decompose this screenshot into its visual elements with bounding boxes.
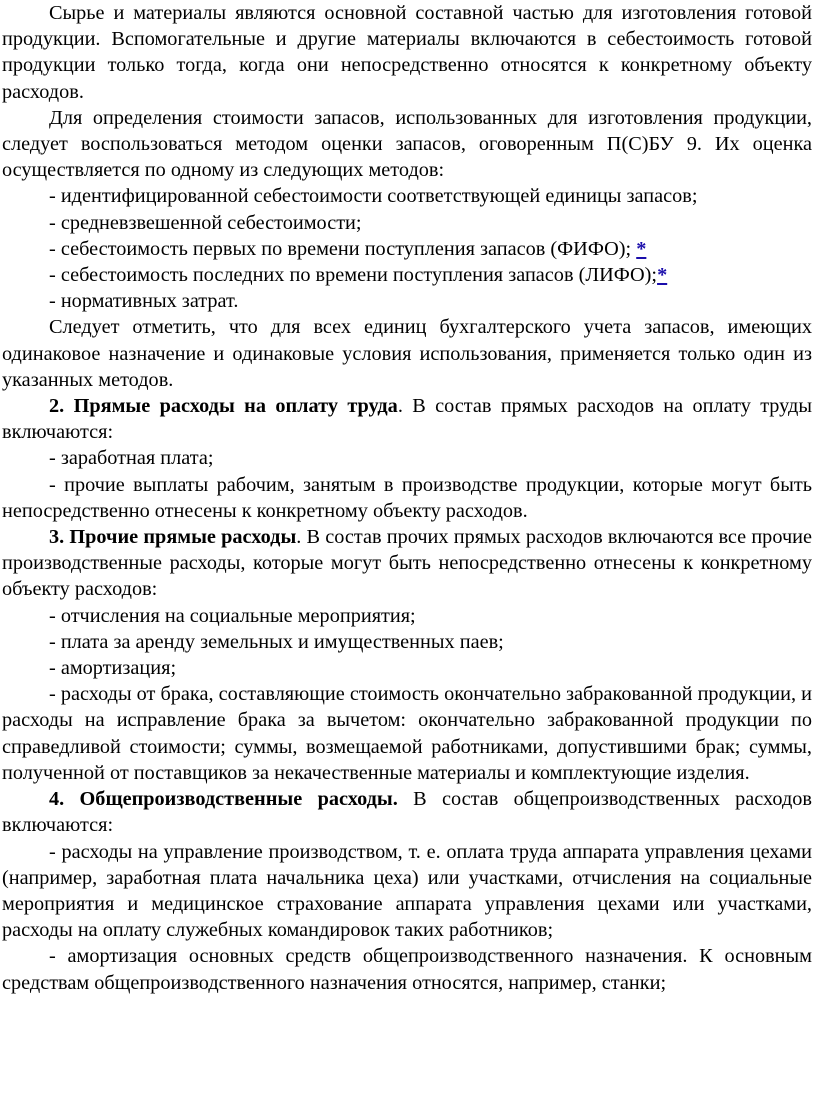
list-item-weighted-average: - средневзвешенной себестоимости; — [49, 211, 362, 234]
list-item-standard-cost: - нормативных затрат. — [49, 290, 239, 313]
section-overhead — [2, 786, 812, 838]
footnote-link-fifo[interactable]: * — [636, 237, 647, 260]
section-other-direct-heading: 3. Прочие прямые расходы — [49, 526, 297, 549]
section-overhead-text: В состав общепроизводственных расходов включаются: — [2, 788, 812, 837]
list-item-overhead-depreciation: - амортизация основных средств общепроизводственного назначения. К основным средствам общепроизводственного назначения относятся, например, станки; — [2, 945, 812, 994]
paragraph-inventory-valuation: Для определения стоимости запасов, использованных для изготовления продукции, следует воспользоваться методом оценки запасов, оговоренным П(С)БУ 9. Их оценка осуществляется по одному из следующих методов: — [2, 106, 812, 182]
section-other-direct — [2, 524, 812, 603]
section-other-direct-text: . В состав прочих прямых расходов включаются все прочие производственные расходы, которые могут быть непосредственно отнесены к конкретному объекту расходов: — [2, 526, 812, 601]
list-item-social-contributions: - отчисления на социальные мероприятия; — [49, 604, 416, 627]
list-item-wages: - заработная плата; — [49, 447, 214, 470]
section-direct-labor — [2, 393, 812, 445]
list-item-fifo-text: - себестоимость первых по времени поступления запасов (ФИФО); — [49, 237, 637, 260]
footnote-link-lifo[interactable]: * — [657, 264, 668, 287]
list-item-identified-cost: - идентифицированной себестоимости соответствующей единицы запасов; — [49, 185, 698, 208]
paragraph-single-method-note: Следует отметить, что для всех единиц бухгалтерского учета запасов, имеющих одинаковое назначение и одинаковые условия использования, применяется только один из указанных методов. — [2, 316, 812, 391]
section-overhead-heading: 4. Общепроизводственные расходы. — [49, 788, 398, 811]
list-item-lifo-text: - себестоимость последних по времени поступления запасов (ЛИФО); — [49, 264, 658, 287]
section-direct-labor-text: . В состав прямых расходов на оплату труды включаются: — [2, 395, 812, 444]
list-item-land-rent: - плата за аренду земельных и имущественных паев; — [49, 630, 504, 653]
list-item-fifo — [2, 236, 812, 262]
list-item-depreciation: - амортизация; — [49, 657, 177, 680]
list-item-lifo — [2, 262, 812, 288]
list-item-defect-losses: - расходы от брака, составляющие стоимость окончательно забракованной продукции, и расходы на исправление брака за вычетом: окончательно забракованной продукции по справедливой стоимости; суммы, возмещаемой работниками, допустившими брак; суммы, полученной от поставщиков за некачественные материалы и комплектующие изделия. — [2, 683, 812, 784]
list-item-other-payments: - прочие выплаты рабочим, занятым в производстве продукции, которые могут быть непосредственно отнесены к конкретному объекту расходов. — [2, 473, 812, 522]
paragraph-raw-materials: Сырье и материалы являются основной составной частью для изготовления готовой продукции. Вспомогательные и другие материалы включаются в себестоимость готовой продукции только тогда, когда они непосредственно относятся к конкретному объекту расходов. — [2, 2, 812, 103]
section-direct-labor-heading: 2. Прямые расходы на оплату труда — [49, 395, 398, 418]
list-item-management-costs: - расходы на управление производством, т. е. оплата труда аппарата управления цехами (например, заработная плата начальника цеха) или участками, отчисления на социальные мероприятия и медицинское страхование аппарата управления цехами или участками, расходы на оплату служебных командировок таких работников; — [2, 840, 812, 942]
